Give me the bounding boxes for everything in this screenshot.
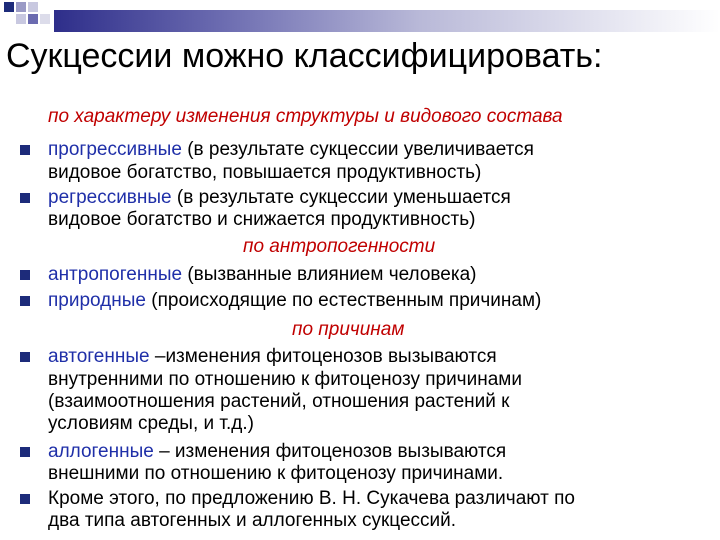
deco-square [40,14,50,24]
square-bullet-icon [20,145,30,155]
item-text: (в результате сукцессии увеличивается [181,139,534,160]
slide-title: Сукцессии можно классифицировать: [6,37,603,75]
section-heading: по причинам [292,319,405,340]
section-heading: по антропогенности [243,236,436,257]
square-bullet-icon [20,352,30,362]
list-item [48,264,476,286]
list-item [48,441,506,463]
square-bullet-icon [20,296,30,306]
list-item-continuation: внешними по отношению к фитоценозу причинами. [48,463,504,484]
item-text: –изменения фитоценозов вызываются [149,346,497,367]
deco-square [28,14,38,24]
item-term: прогрессивные [48,139,182,160]
deco-square [4,2,14,12]
list-item-continuation: (взаимоотношения растений, отношения растений к [48,391,510,412]
item-term: антропогенные [48,264,183,285]
square-bullet-icon [20,447,30,457]
list-item-continuation: видовое богатство, повышается продуктивность) [48,162,482,183]
item-term: автогенные [48,346,150,367]
square-bullet-icon [20,193,30,203]
item-text: (вызванные влиянием человека) [182,264,477,285]
deco-square [16,14,26,24]
list-item [48,346,497,368]
list-item [48,139,534,161]
list-item-continuation: внутренними по отношению к фитоценозу причинами [48,369,522,390]
list-item-continuation: два типа автогенных и аллогенных сукцессий. [48,510,457,531]
item-text: – изменения фитоценозов вызываются [153,441,507,462]
item-text: (в результате сукцессии уменьшается [171,187,511,208]
deco-square [16,2,26,12]
item-term: природные [48,290,146,311]
title-gradient-bar [54,10,720,32]
item-text: (происходящие по естественным причинам) [146,290,542,311]
list-item [48,488,575,510]
square-bullet-icon [20,270,30,280]
list-item [48,187,511,209]
list-item-continuation: условиям среды, и т.д.) [48,413,254,434]
item-term: аллогенные [48,441,154,462]
deco-square [28,2,38,12]
list-item-continuation: видовое богатство и снижается продуктивность) [48,209,476,230]
item-term: регрессивные [48,187,172,208]
square-bullet-icon [20,494,30,504]
list-item [48,290,541,312]
item-text: Кроме этого, по предложению В. Н. Сукачева различают по [48,488,575,509]
section-heading: по характеру изменения структуры и видового состава [48,106,563,127]
